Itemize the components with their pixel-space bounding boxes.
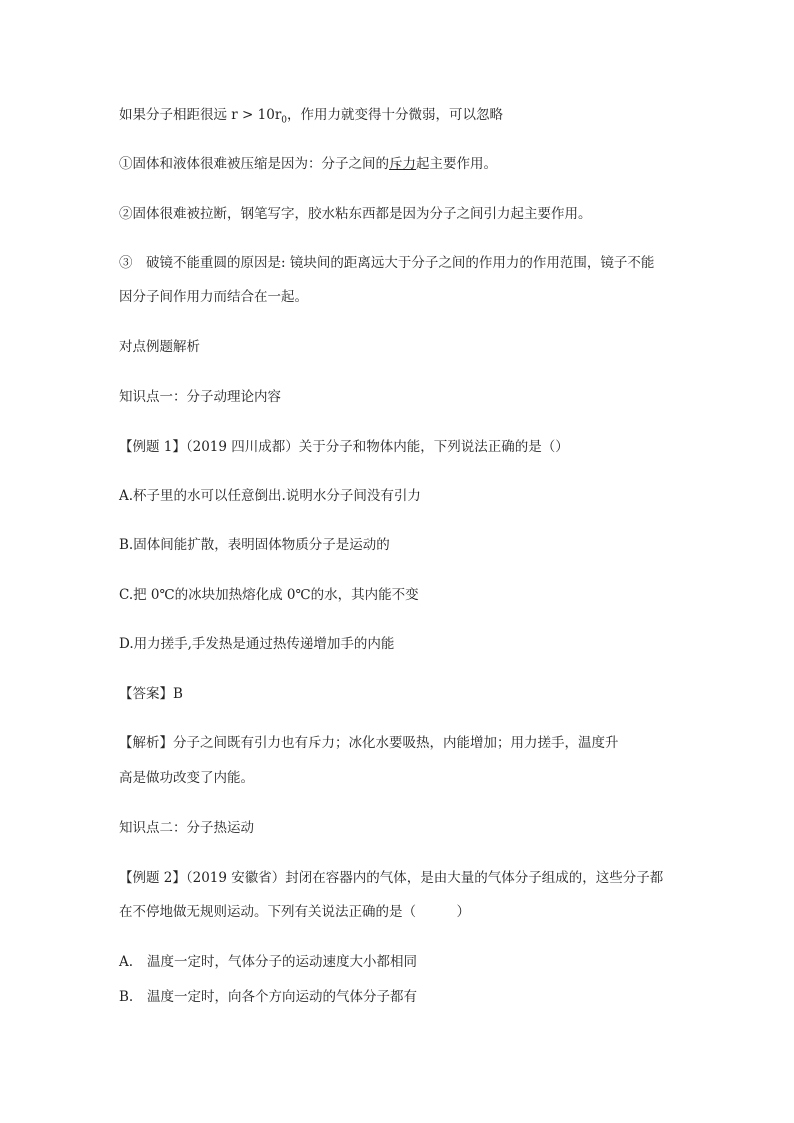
knowledge-point-1: 知识点一：分子动理论内容 — [119, 389, 281, 405]
example-2-option-b: B. 温度一定时，向各个方向运动的气体分子都有 — [119, 989, 417, 1005]
line-broken-mirror-note-cont: 因分子间作用力而结合在一起。 — [119, 289, 308, 305]
line-broken-mirror-note: ③ 破镜不能重圆的原因是: 镜块间的距离远大于分子之间的作用力的作用范围，镜子不能 — [119, 255, 655, 271]
section-title: 对点例题解析 — [119, 339, 200, 355]
example-1-question: 【例题 1】（2019 四川成都）关于分子和物体内能，下列说法正确的是（） — [119, 439, 569, 455]
example-1-analysis-cont: 高是做功改变了内能。 — [119, 770, 254, 786]
knowledge-point-2: 知识点二：分子热运动 — [119, 820, 254, 836]
example-1-option-c: C.把 0℃的冰块加热熔化成 0℃的水，其内能不变 — [119, 587, 419, 603]
example-1-answer: 【答案】B — [119, 686, 183, 702]
example-2-question-cont: 在不停地做无规则运动。下列有关说法正确的是（ ） — [119, 904, 470, 920]
example-2-question: 【例题 2】（2019 安徽省）封闭在容器内的气体，是由大量的气体分子组成的，这些分子都 — [119, 870, 664, 886]
subscript-zero: 0 — [281, 115, 288, 126]
line-compression-note: ①固体和液体很难被压缩是因为：分子之间的斥力起主要作用。 — [119, 156, 497, 172]
example-1-option-d: D.用力搓手,手发热是通过热传递增加手的内能 — [119, 636, 395, 652]
line-attraction-note: ②固体很难被拉断，钢笔写字，胶水粘东西都是因为分子之间引力起主要作用。 — [119, 206, 592, 222]
example-1-analysis: 【解析】分子之间既有引力也有斥力；冰化水要吸热，内能增加；用力搓手，温度升 — [119, 735, 619, 751]
example-2-option-a: A. 温度一定时，气体分子的运动速度大小都相同 — [119, 954, 417, 970]
example-1-option-b: B.固体间能扩散，表明固体物质分子是运动的 — [119, 537, 390, 553]
line-distance-note: 如果分子相距很远 $r > 10r_0$，作用力就变得十分微弱，可以忽略 — [119, 107, 504, 126]
example-1-option-a: A.杯子里的水可以任意倒出.说明水分子间没有引力 — [119, 488, 421, 504]
underlined-term: 斥力 — [389, 156, 416, 172]
